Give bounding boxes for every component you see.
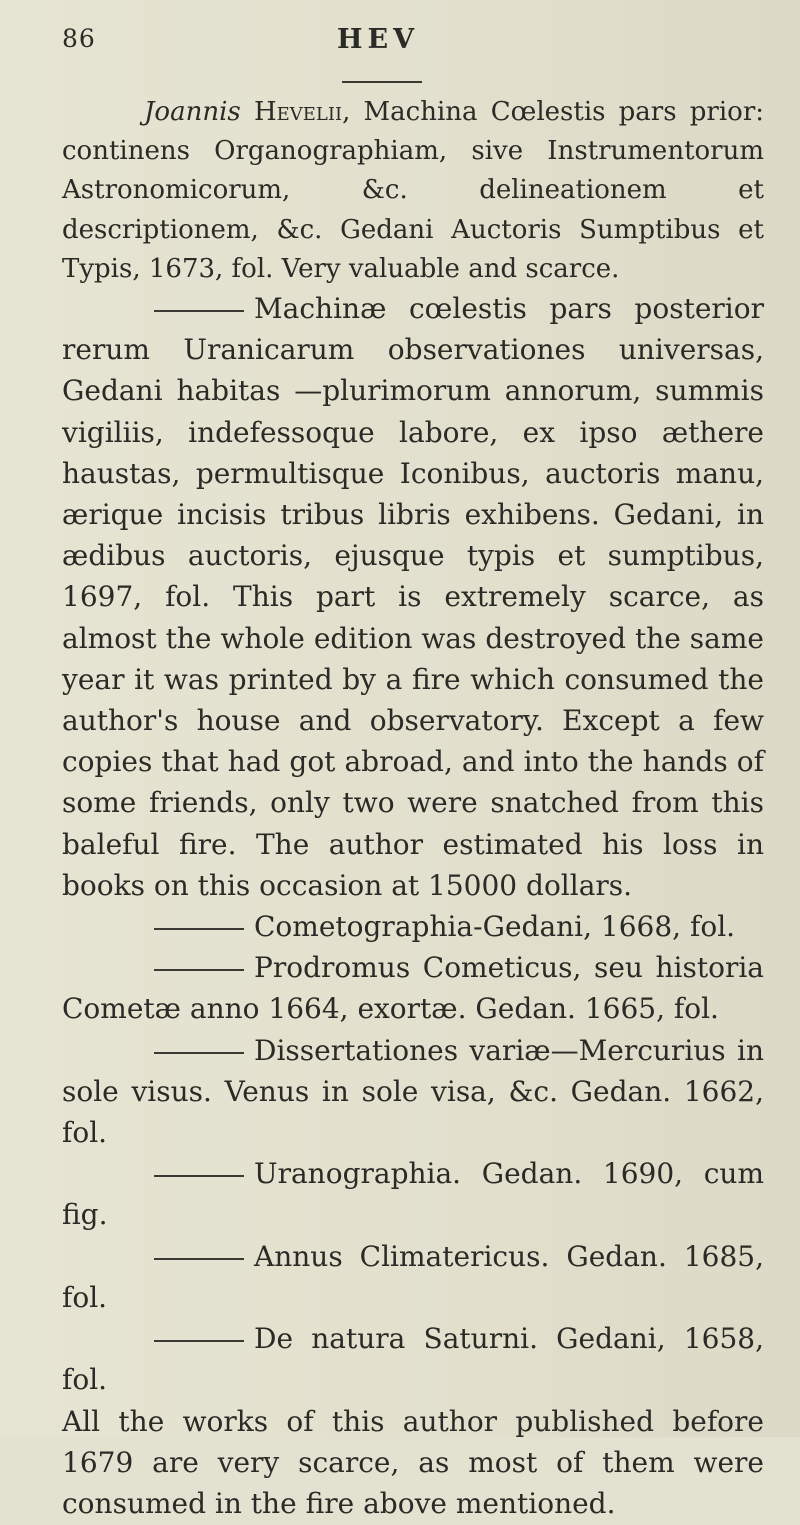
page-text: [62, 93, 764, 1525]
entry-text: Annus Climatericus. Gedan. 1685, fol.: [62, 1240, 764, 1314]
author-surname: Hevelii: [254, 97, 342, 127]
entry-cometographia: [62, 907, 764, 948]
entry-machina-posterior: [62, 289, 764, 907]
ditto-rule: [154, 1340, 244, 1342]
entry-text: De natura Saturni. Gedani, 1658, fol.: [62, 1322, 764, 1396]
entry-prodromus: [62, 948, 764, 1030]
entry-closing-note: [62, 1402, 764, 1525]
entry-text: , Machina Cœlestis pars prior: continens Organographiam, sive Instrumentorum Astronomicorum, &c. delineationem et descriptionem, &c. Gedani Auctoris Sumptibus et Typis, 1673, fol. Very valuable and scarce.: [62, 97, 764, 284]
entry-text: Uranographia. Gedan. 1690, cum fig.: [62, 1157, 764, 1231]
header-rule: [342, 81, 422, 83]
entry-text: All the works of this author published before 1679 are very scarce, as most of them were consumed in the fire above mentioned.: [62, 1405, 764, 1520]
entry-annus-climatericus: [62, 1237, 764, 1319]
running-title: HEV: [337, 24, 419, 55]
entry-text: Machinæ cœlestis pars posterior rerum Uranicarum observationes universas, Gedani habitas —plurimorum annorum, summis vigiliis, indefessoque labore, ex ipso æthere haustas, permultisque Iconibus, auctoris manu, ærique incisis tribus libris exhibens. Gedani, in ædibus auctoris, ejusque typis et sumptibus, 1697, fol. This part is extremely scarce, as almost the whole edition was destroyed the same year it was printed by a fire which consumed the author's house and observatory. Except a few copies that had got abroad, and into the hands of some friends, only two were snatched from this baleful fire. The author estimated his loss in books on this occasion at 15000 dollars.: [62, 292, 764, 902]
ditto-rule: [154, 928, 244, 930]
ditto-rule: [154, 310, 244, 312]
entry-uranographia: [62, 1154, 764, 1236]
entry-text: Prodromus Cometicus, seu historia Cometæ anno 1664, exortæ. Gedan. 1665, fol.: [62, 951, 764, 1025]
page-number: 86: [62, 24, 96, 53]
ditto-rule: [154, 1052, 244, 1054]
entry-machina-prior: [62, 93, 764, 289]
running-head: [62, 24, 762, 64]
ditto-rule: [154, 969, 244, 971]
ditto-rule: [154, 1175, 244, 1177]
author-forename: Joannis: [144, 97, 241, 127]
entry-dissertationes: [62, 1031, 764, 1155]
ditto-rule: [154, 1258, 244, 1260]
entry-text: Dissertationes variæ—Mercurius in sole visus. Venus in sole visa, &c. Gedan. 1662, fol.: [62, 1034, 764, 1149]
entry-de-natura-saturni: [62, 1319, 764, 1401]
entry-text: Cometographia-Gedani, 1668, fol.: [254, 910, 735, 943]
